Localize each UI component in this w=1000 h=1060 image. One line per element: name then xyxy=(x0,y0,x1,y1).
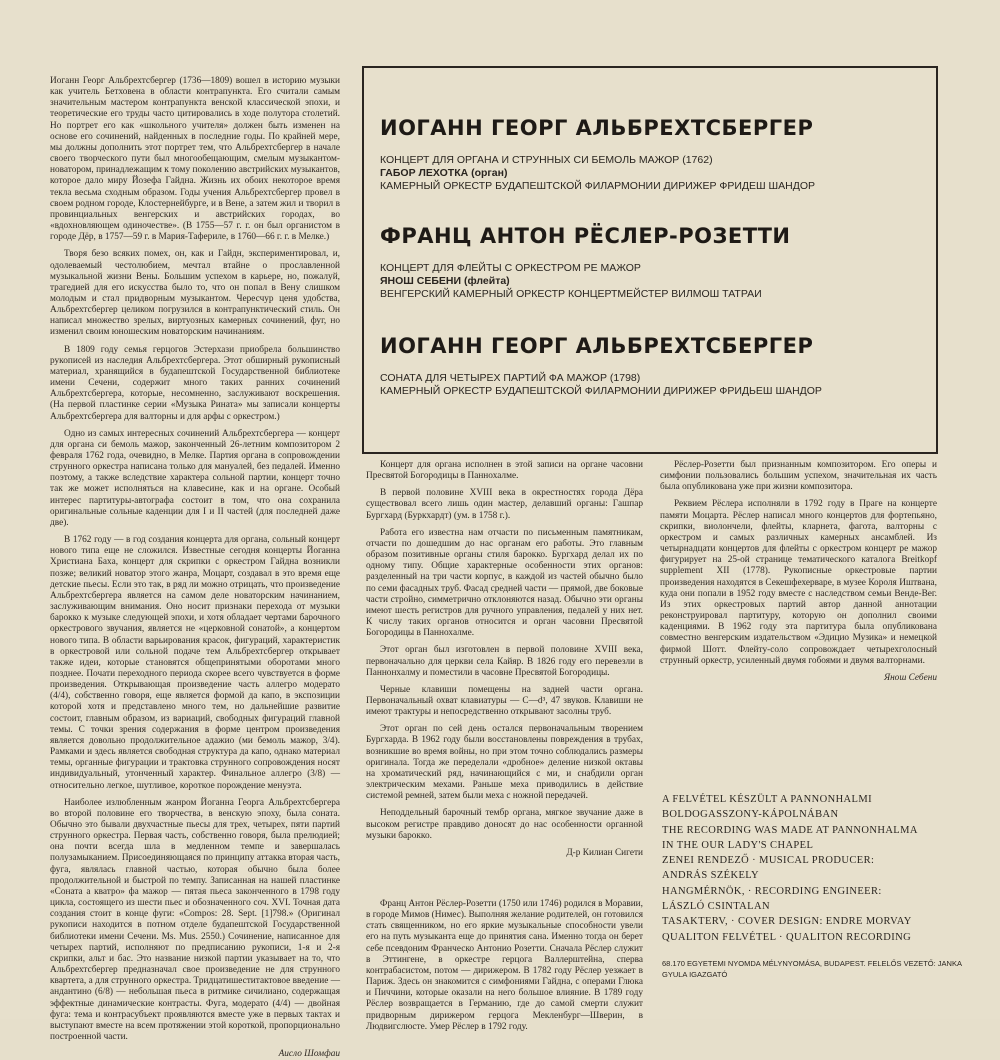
credit-line: ZENEI RENDEZŐ · MUSICAL PRODUCER: xyxy=(662,855,875,867)
work-title: СОНАТА ДЛЯ ЧЕТЫРЕХ ПАРТИЙ ФА МАЖОР (1798) xyxy=(380,372,641,384)
left-signature: Аисло Шомфаи xyxy=(278,1049,340,1060)
work-soloist: ГАБОР ЛЕХОТКА (орган) xyxy=(380,167,508,179)
credit-line: BOLDOGASSZONY-KÁPOLNÁBAN xyxy=(662,809,839,821)
left-paragraph: В 1762 году — в год создания концерта для органа, сольный концерт нового типа еще не сложился. Известные сегодня концерты Йоганна Христиана Баха, концерт для скрипки с оркестром Гайдна возникли позже; великий новатор этого жанра, Моцарт, создавал в это время еще детские пьесы. Если это так, в ряд ли можно отрицать, что произведение Альбрехтсбергера является на самом деле новаторским начинанием, заслуживающим внимания. Оно носит признаки перехода от музыки барокко к музыке следующей эпохи, и хотя обладает чертами барочного оркестрового звучания, является не «церковной сонатой», а концертом нового типа. В области варьирования красок, фигураций, характеристик в оркестровой или сольной подаче тем Альбрехтсбергер открывает также идеи, которые становятся общепринятыми оборотами много позднее. Почати переходного периода скорее всего чувствуется в форме произведения. Открывающая произведение часть аллегро модерато (4/4), собственно говоря, еще является формой да капо, в экспозиции которой хотя и представлено много тем, но дальнейшие развитие состоит, главным образом, из вариаций, свободных фигураций главной темы. С точки зрения содержания в форме центром произведения является довольно продолжительное адажио (ми бемоль мажор, 3/4). Рамками и здесь является свободная структура да капо, однако материал темы, органные фигурации и трактовка струнного сопровождения носят индивидуальный, утонченный характер. Финальное аллегро (3/8) — относительно легкое, шутливое, короткое порождение менуэта. xyxy=(50,535,340,791)
left-paragraph: Одно из самых интересных сочинений Альбрехтсбергера — концерт для органа си бемоль мажор, законченный 26-летним композитором 2 февраля 1762 года, очевидно, в Мелке. Партия органа в сопровождении струнного оркестра написана только для мануалей, без педалей. Именно поэтому, а также вследствие характера сольной партии, концерт точно так же может исполняться на клавесине, как и на органе. Особый интерес партитуры-автографа состоит в том, что она сохранила оригинальные сольные каденции для I и II частей (для последней даже две). xyxy=(50,428,340,528)
work-ensemble: КАМЕРНЫЙ ОРКЕСТР БУДАПЕШТСКОЙ ФИЛАРМОНИИ ДИРИЖЕР ФРИДЕШ ШАНДОР xyxy=(380,180,816,192)
program-box xyxy=(362,66,938,454)
credit-line: A FELVÉTEL KÉSZÜLT A PANNONHALMI xyxy=(662,794,872,805)
left-paragraph: Творя безо всяких помех, он, как и Гайдн, экспериментировал, и, одолеваемый честолюбием, мечтал втайне о прославленной музыкальной жизни Вены. Большим успехом в карьере, но, пожалуй, трагедией для его искусства было то, что он попал в Вену слишком молодым и стал придворным музыкантом. Чересчур ценя удобства, Альбрехтсбергер целиком погрузился в контрапунктический стиль. Он написал множество зрелых, виртуозных камерных сочинений, фуг, но изменил своим юношеским новаторским начинаниям. xyxy=(50,249,340,338)
credit-line: TASAKTERV, · COVER DESIGN: ENDRE MORVAY xyxy=(662,916,912,928)
middle-signature: Д-р Килиан Сигети xyxy=(566,847,643,858)
middle-column-notes xyxy=(366,460,643,1039)
credit-line: QUALITON FELVÉTEL · QUALITON RECORDING xyxy=(662,931,912,943)
right-column-notes xyxy=(660,460,937,684)
middle-paragraph: Работа его известна нам отчасти по письменным памятникам, отчасти по дошедшим до нас органам его работы. Это главным образом позитивные органы стиля барокко. Бургхард делал их по одному типу. Общие характерные особенности этих органов: разделенный на три части корпус, в каждой из частей обычно было по семи фасадных труб. Фасад средней части — прямой, две боковые части стройно, симметрично отклоняются назад. Обычно эти органы имеют шесть регистров для ручного управления, педалей у них нет. К числу таких органов относится и орган часовни Пресвятой Богородицы в Паннохалме. xyxy=(366,527,643,639)
left-paragraph: Иоганн Георг Альбрехтсбергер (1736—1809) вошел в историю музыки как учитель Бетховена в области контрапункта. Его считали самым значительным мастером контрапункта венской классической эпохи, и теоретические его труды часто цитировались в ходе полутора столетий. Но портрет его как «школьного учителя» должен быть изменен на основе его сочинений, найденных в последние годы. По крайней мере, мы должны дополнить этот портрет тем, что Альбрехтсбергер в начале своего творческого пути был многообещающим, смелым музыкантом-новатором, принадлежащим к тому поколению австрийских музыкантов, которое дало миру Йозефа Гайдна. Жизнь их обоих некоторое время текла весьма сходным образом. Годы учения Альбрехтсбергер провел в своем родном городе, Клостернейбурге, и в Вене, а затем жил и творил в провинциальных венгерских и австрийских городах, во «вдохновляющем одиночестве». (В 1755—57 г. г. он был органистом в городе Дёр, в 1757—59 г. в Мария-Тафериле, в 1760—66 г. г. в Мелке.) xyxy=(50,76,340,243)
credit-line: IN THE OUR LADY'S CHAPEL xyxy=(662,839,814,851)
credit-line: LÁSZLÓ CSINTALAN xyxy=(662,901,770,913)
middle-paragraph: В первой половине XVIII века в окрестностях города Дёра существовал всего лишь один мастер, делавший органы: Гашпар Бургхард (Буркхардт) (ум. в 1758 г.). xyxy=(366,488,643,521)
composer-heading: ИОГАНН ГЕОРГ АЛЬБРЕХТСБЕРГЕР xyxy=(380,116,814,140)
recording-credits xyxy=(662,792,952,945)
middle-paragraph: Неподдельный барочный тембр органа, мягкое звучание даже в высоком регистре правдиво доносят до нас особенности органной музыки барокко. xyxy=(366,808,643,841)
work-ensemble: КАМЕРНЫЙ ОРКЕСТР БУДАПЕШТСКОЙ ФИЛАРМОНИИ ДИРИЖЕР ФРИДЬЕШ ШАНДОР xyxy=(380,385,822,397)
middle-paragraph: Черные клавиши помещены на задней части органа. Первоначальный охват клавиатуры — C—d³, 47 звуков. Клавиши не имеют трактуры и непосредственно открывают засолны труб. xyxy=(366,684,643,718)
work-title: КОНЦЕРТ ДЛЯ ОРГАНА И СТРУННЫХ СИ БЕМОЛЬ МАЖОР (1762) xyxy=(380,154,713,166)
composer-heading: ИОГАНН ГЕОРГ АЛЬБРЕХТСБЕРГЕР xyxy=(380,334,814,358)
composer-heading: ФРАНЦ АНТОН РЁСЛЕР-РОЗЕТТИ xyxy=(380,224,791,248)
work-title: КОНЦЕРТ ДЛЯ ФЛЕЙТЫ С ОРКЕСТРОМ РЕ МАЖОР xyxy=(380,262,641,274)
middle-paragraph: Этот орган по сей день остался первоначальным творением Бургхарда. В 1962 году были восстановлены повреждения в трубах, возникшие во время войны, но при этом точно соблюдались размеры оригинала. Тогда же переделали «дробное» деление низкой октавы на хроматический ряд, начинающийся с ми, и снабдили орган электрическим мехами. Раньше меха приводились в действие системой ремней, затем были меха с ножной передачей. xyxy=(366,724,643,802)
right-paragraph: Рёслер-Розетти был признанным композитором. Его оперы и симфонии пользовались большим успехом, значительная их часть была опубликована уже при жизни композитора. xyxy=(660,460,937,493)
middle-paragraph: Этот орган был изготовлен в первой половине XVIII века, первоначально для церкви села Кайяр. В 1826 году его перевезли в Паннонхалму и поместили в часовне Пресвятой Богородицы. xyxy=(366,645,643,678)
left-column-notes xyxy=(50,76,340,1060)
work-ensemble: ВЕНГЕРСКИЙ КАМЕРНЫЙ ОРКЕСТР КОНЦЕРТМЕЙСТЕР ВИЛМОШ ТАТРАИ xyxy=(380,288,762,300)
printer-imprint: 68.170 EGYETEMI NYOMDA MÉLYNYOMÁSA, BUDAPEST. FELELŐS VEZETŐ: JANKA GYULA IGAZGATÓ xyxy=(662,959,962,979)
composer-biography: Франц Антон Рёслер-Розетти (1750 или 1746) родился в Моравии, в городе Мимов (Нимес). Выполняя желание родителей, он готовился стать священником, но его яркие музыкальные способности увели его на путь музыканта еще до принятия сана. Именно тогда он берет себе псевдоним Франческо Антонио Розетти. Сначала Рёслер служит в Эттингене, в оркестре герцога Валлерштейна, сперва контрабасистом, потом — дирижером. В 1782 году Рёслер уезжает в Париж. Здесь он знакомится с симфониями Гайдна, с операми Глюка и Пиччини, которые оказали на него большое влияние. В 1789 году Рёслер возвращается в Германию, где до самой смерти служит придворным дирижером герцога Мекленбург—Шверин, в Людвигслюсте. Умер Рёслер в 1792 году. xyxy=(366,899,643,1032)
left-paragraph: В 1809 году семья герцогов Эстерхази приобрела большинство рукописей из наследия Альбрехтсбергера. Этот обширный рукописный материал, хранящийся в будапештской Государственной библиотеке имени Сечени, содержит много таких ранних сочинений Альбрехтсбергера, которые, несомненно, заслуживают воскрешения. (На первой пластинке серии «Музыка Рината» мы записали концерты Альбрехтсбергера для валторны и для арфы с оркестром.) xyxy=(50,344,340,422)
credit-line: ANDRÁS SZÉKELY xyxy=(662,870,760,882)
left-paragraph: Наиболее излюбленным жанром Йоганна Георга Альбрехтсбергера во второй половине его творчества, в венскую эпоху, была соната. Обычно это бывали двухчастные пьесы для трех, четырех, пяти партий струнного оркестра. Первая часть, собственно говоря, была прелюдией; она почти всегда шла в медленном темпе и завершалась полузамыканием. Присоединяющаяся по принципу аттакка вторая часть, фуга, являлась главной частью, которая обычно была более продолжительной и быстрой по темпу. Записанная на нашей пластинке «Соната а кватро» фа мажор — пятая пьеса законченного в 1798 году цикла, состоящего из шести пьес и обозначенного соч. XVI. Точная дата создания стоит в конце фуги: «Compos: 28. Sept. [1]798.» (Оригинал рукописи находится в потном отделе будапештской Государственной библиотеки имени Сечени. Ms. Mus. 2550.) Сочинение, написанное для четырех партий, исполняют по предписанию рукописи, 1-я и 2-я скрипки, альт и бас. Это название низкой партии указывает на то, что Альбрехтсбергер предназначал свое произведение не для струнного квартета, а для струнного оркестра. Тридцатишеститактовое введение — андантино (6/8) — небольшая пьеса в ритмике сичилиано, содержащая эффектные динамические контрасты. Фуга, модерато (4/4) — двойная фуга: тема и контрасубъект проявляются вместе уже в первых тактах и выступают вместе на всем протяжении этой короткой, пропорционально построенной части. xyxy=(50,797,340,1042)
right-signature: Янош Себени xyxy=(883,672,937,683)
work-soloist: ЯНОШ СЕБЕНИ (флейта) xyxy=(380,275,510,287)
right-paragraph: Реквием Рёслера исполняли в 1792 году в Праге на концерте памяти Моцарта. Рёслер написал много концертов для фортепьяно, скрипки, виолончели, флейты, кларнета, фагота, валторны с оркестром и самых различных камерных ансамблей. Из четырнадцати концертов для флейты с оркестром концерт ре мажор фигурирует на 25-ой странице тематического каталога Breitkopf supplement XII (1778). Рукописные оркестровые партии произведения находятся в Секешфехерваре, в музее Короля Иштвана, куда они попали в 1952 году вместе с наследством семьи Венде-Вег. Из этих оркестровых партий автор данной аннотации реконструировал партитуру, которую он дополнил своими каденциями. В 1962 году эта партитура была опубликована совместно венгерским издательством «Эдицио Музика» и немецкой фирмой Шотт. Флейту-соло сопровождает четырехголосный струнный оркестр, усиленный двумя гобоями и двумя валторнами. xyxy=(660,499,937,666)
credit-line: THE RECORDING WAS MADE AT PANNONHALMA xyxy=(662,824,918,836)
middle-paragraph: Концерт для органа исполнен в этой записи на органе часовни Пресвятой Богородицы в Паннохалме. xyxy=(366,460,643,482)
credit-line: HANGMÉRNÖK, · RECORDING ENGINEER: xyxy=(662,885,882,897)
